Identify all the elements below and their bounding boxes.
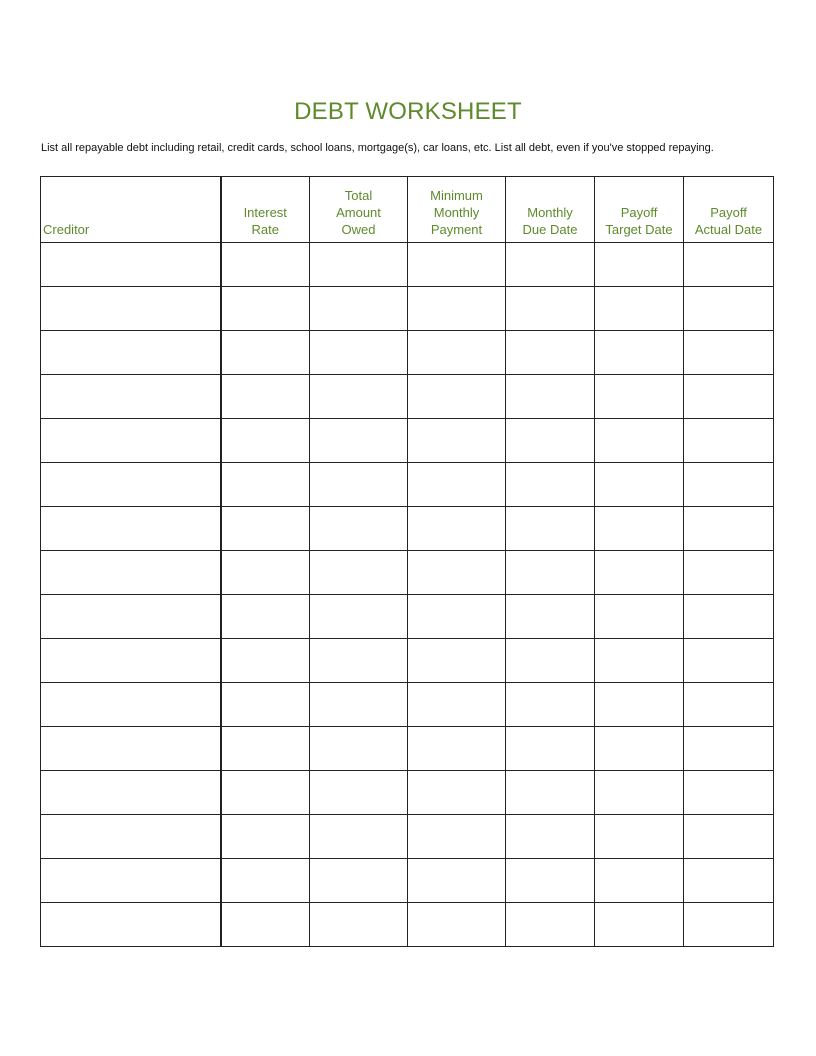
cell-monthly-due-date[interactable] (506, 859, 595, 903)
cell-payoff-actual-date[interactable] (684, 375, 774, 419)
cell-creditor[interactable] (41, 639, 221, 683)
cell-monthly-due-date[interactable] (506, 683, 595, 727)
cell-payoff-actual-date[interactable] (684, 507, 774, 551)
cell-interest-rate[interactable] (221, 815, 310, 859)
cell-payoff-target-date[interactable] (595, 903, 684, 947)
cell-monthly-due-date[interactable] (506, 507, 595, 551)
cell-payoff-target-date[interactable] (595, 727, 684, 771)
cell-creditor[interactable] (41, 903, 221, 947)
cell-payoff-target-date[interactable] (595, 463, 684, 507)
cell-monthly-due-date[interactable] (506, 815, 595, 859)
cell-total-amount-owed[interactable] (310, 683, 408, 727)
table-row (41, 771, 774, 815)
header-interest-rate: Interest Rate (221, 177, 310, 243)
table-row (41, 419, 774, 463)
cell-interest-rate[interactable] (221, 639, 310, 683)
cell-monthly-due-date[interactable] (506, 771, 595, 815)
cell-creditor[interactable] (41, 859, 221, 903)
cell-interest-rate[interactable] (221, 903, 310, 947)
cell-minimum-monthly-payment[interactable] (408, 683, 506, 727)
cell-minimum-monthly-payment[interactable] (408, 463, 506, 507)
cell-interest-rate[interactable] (221, 463, 310, 507)
cell-payoff-target-date[interactable] (595, 639, 684, 683)
cell-payoff-target-date[interactable] (595, 419, 684, 463)
table-row (41, 595, 774, 639)
header-payoff-target-date: Payoff Target Date (595, 177, 684, 243)
cell-creditor[interactable] (41, 419, 221, 463)
cell-total-amount-owed[interactable] (310, 463, 408, 507)
cell-minimum-monthly-payment[interactable] (408, 771, 506, 815)
cell-minimum-monthly-payment[interactable] (408, 859, 506, 903)
cell-monthly-due-date[interactable] (506, 727, 595, 771)
cell-minimum-monthly-payment[interactable] (408, 243, 506, 287)
cell-interest-rate[interactable] (221, 331, 310, 375)
cell-minimum-monthly-payment[interactable] (408, 331, 506, 375)
table-row (41, 331, 774, 375)
cell-payoff-target-date[interactable] (595, 287, 684, 331)
cell-interest-rate[interactable] (221, 507, 310, 551)
cell-payoff-actual-date[interactable] (684, 683, 774, 727)
cell-payoff-target-date[interactable] (595, 859, 684, 903)
header-creditor: Creditor (41, 177, 221, 243)
table-row (41, 463, 774, 507)
cell-creditor[interactable] (41, 771, 221, 815)
cell-creditor[interactable] (41, 243, 221, 287)
table-row (41, 639, 774, 683)
cell-interest-rate[interactable] (221, 551, 310, 595)
table-row (41, 683, 774, 727)
cell-payoff-target-date[interactable] (595, 815, 684, 859)
cell-creditor[interactable] (41, 331, 221, 375)
table-row (41, 551, 774, 595)
cell-payoff-target-date[interactable] (595, 551, 684, 595)
cell-total-amount-owed[interactable] (310, 595, 408, 639)
cell-minimum-monthly-payment[interactable] (408, 815, 506, 859)
cell-monthly-due-date[interactable] (506, 331, 595, 375)
cell-interest-rate[interactable] (221, 375, 310, 419)
table-row (41, 859, 774, 903)
cell-payoff-actual-date[interactable] (684, 243, 774, 287)
cell-payoff-target-date[interactable] (595, 243, 684, 287)
cell-minimum-monthly-payment[interactable] (408, 419, 506, 463)
cell-payoff-actual-date[interactable] (684, 463, 774, 507)
cell-payoff-target-date[interactable] (595, 375, 684, 419)
cell-interest-rate[interactable] (221, 683, 310, 727)
cell-total-amount-owed[interactable] (310, 859, 408, 903)
cell-payoff-target-date[interactable] (595, 771, 684, 815)
page-title: DEBT WORKSHEET (294, 98, 522, 125)
cell-minimum-monthly-payment[interactable] (408, 903, 506, 947)
debt-table (40, 176, 774, 947)
table-row (41, 287, 774, 331)
cell-total-amount-owed[interactable] (310, 331, 408, 375)
cell-interest-rate[interactable] (221, 727, 310, 771)
cell-monthly-due-date[interactable] (506, 595, 595, 639)
cell-minimum-monthly-payment[interactable] (408, 727, 506, 771)
cell-payoff-target-date[interactable] (595, 683, 684, 727)
cell-interest-rate[interactable] (221, 859, 310, 903)
cell-payoff-actual-date[interactable] (684, 727, 774, 771)
cell-minimum-monthly-payment[interactable] (408, 287, 506, 331)
cell-minimum-monthly-payment[interactable] (408, 595, 506, 639)
cell-monthly-due-date[interactable] (506, 903, 595, 947)
table-row (41, 243, 774, 287)
cell-payoff-actual-date[interactable] (684, 331, 774, 375)
cell-minimum-monthly-payment[interactable] (408, 507, 506, 551)
cell-total-amount-owed[interactable] (310, 727, 408, 771)
cell-payoff-actual-date[interactable] (684, 287, 774, 331)
cell-total-amount-owed[interactable] (310, 903, 408, 947)
cell-minimum-monthly-payment[interactable] (408, 551, 506, 595)
cell-interest-rate[interactable] (221, 287, 310, 331)
cell-monthly-due-date[interactable] (506, 551, 595, 595)
cell-total-amount-owed[interactable] (310, 375, 408, 419)
cell-creditor[interactable] (41, 287, 221, 331)
header-minimum-monthly-payment: Minimum Monthly Payment (408, 177, 506, 243)
cell-monthly-due-date[interactable] (506, 243, 595, 287)
cell-total-amount-owed[interactable] (310, 551, 408, 595)
cell-creditor[interactable] (41, 507, 221, 551)
cell-minimum-monthly-payment[interactable] (408, 639, 506, 683)
cell-creditor[interactable] (41, 727, 221, 771)
cell-total-amount-owed[interactable] (310, 639, 408, 683)
cell-payoff-target-date[interactable] (595, 507, 684, 551)
cell-creditor[interactable] (41, 815, 221, 859)
header-total-amount-owed: Total Amount Owed (310, 177, 408, 243)
cell-payoff-actual-date[interactable] (684, 859, 774, 903)
cell-payoff-target-date[interactable] (595, 331, 684, 375)
cell-payoff-actual-date[interactable] (684, 903, 774, 947)
cell-monthly-due-date[interactable] (506, 375, 595, 419)
cell-creditor[interactable] (41, 375, 221, 419)
cell-monthly-due-date[interactable] (506, 419, 595, 463)
cell-payoff-actual-date[interactable] (684, 595, 774, 639)
table-row (41, 507, 774, 551)
table-body (41, 243, 774, 947)
cell-payoff-actual-date[interactable] (684, 771, 774, 815)
cell-payoff-actual-date[interactable] (684, 419, 774, 463)
instructions-text: List all repayable debt including retail, credit cards, school loans, mortgage(s), car loans, etc. List all debt, even if you've stopped repaying. (41, 142, 714, 154)
table-row (41, 815, 774, 859)
cell-total-amount-owed[interactable] (310, 419, 408, 463)
cell-monthly-due-date[interactable] (506, 287, 595, 331)
cell-total-amount-owed[interactable] (310, 771, 408, 815)
table-row (41, 903, 774, 947)
cell-total-amount-owed[interactable] (310, 815, 408, 859)
cell-interest-rate[interactable] (221, 419, 310, 463)
cell-creditor[interactable] (41, 595, 221, 639)
header-monthly-due-date: Monthly Due Date (506, 177, 595, 243)
cell-creditor[interactable] (41, 683, 221, 727)
cell-payoff-actual-date[interactable] (684, 639, 774, 683)
cell-interest-rate[interactable] (221, 771, 310, 815)
cell-monthly-due-date[interactable] (506, 463, 595, 507)
cell-payoff-actual-date[interactable] (684, 551, 774, 595)
cell-minimum-monthly-payment[interactable] (408, 375, 506, 419)
table-row (41, 727, 774, 771)
cell-total-amount-owed[interactable] (310, 243, 408, 287)
cell-monthly-due-date[interactable] (506, 639, 595, 683)
cell-payoff-actual-date[interactable] (684, 815, 774, 859)
cell-total-amount-owed[interactable] (310, 287, 408, 331)
header-payoff-actual-date: Payoff Actual Date (684, 177, 774, 243)
table-header-row (41, 177, 774, 243)
cell-payoff-target-date[interactable] (595, 595, 684, 639)
cell-creditor[interactable] (41, 551, 221, 595)
cell-interest-rate[interactable] (221, 595, 310, 639)
cell-creditor[interactable] (41, 463, 221, 507)
cell-interest-rate[interactable] (221, 243, 310, 287)
table-row (41, 375, 774, 419)
cell-total-amount-owed[interactable] (310, 507, 408, 551)
